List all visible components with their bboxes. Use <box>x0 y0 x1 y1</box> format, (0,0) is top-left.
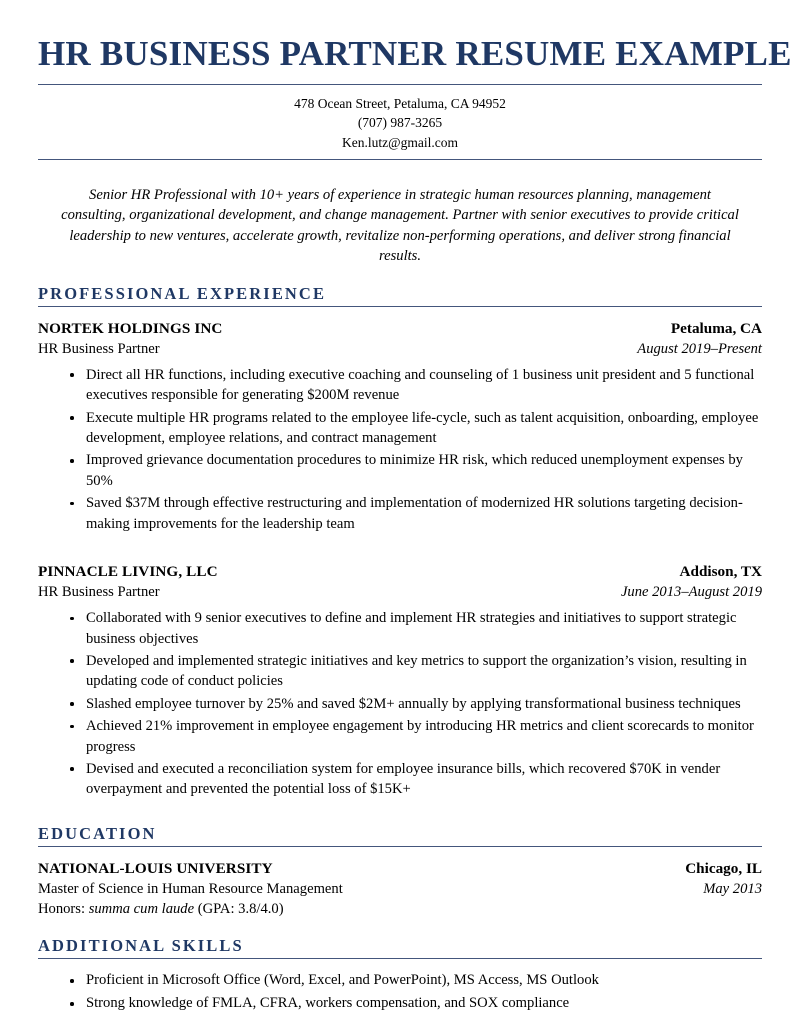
entry-spacer <box>38 536 762 550</box>
experience-entry-header <box>38 320 762 338</box>
skills-heading-wrap <box>38 936 762 959</box>
section-title-education: EDUCATION <box>38 823 157 843</box>
employer-location: Addison, TX <box>679 563 762 581</box>
honors-label: Honors: <box>38 900 86 917</box>
degree-name: Master of Science in Human Resource Management <box>38 880 343 897</box>
section-spacer <box>38 802 762 824</box>
school-name: NATIONAL-LOUIS UNIVERSITY <box>38 859 273 877</box>
list-item: Devised and executed a reconciliation system for employee insurance bills, which recovered $70K in vender overpayment and prevented the potential loss of $15K+ <box>38 759 762 800</box>
honors-gpa: (GPA: 3.8/4.0) <box>197 900 284 917</box>
section-education <box>38 824 762 919</box>
list-item: Saved $37M through effective restructuring and implementation of modernized HR solutions targeting decision-making improvements for the leadership team <box>38 493 762 534</box>
employer-name: PINNACLE LIVING, LLC <box>38 563 218 581</box>
professional-summary: Senior HR Professional with 10+ years of experience in strategic human resources planning, management consulting, organizational development, and change management. Partner with senior executives to provide critical leadership to new ventures, accelerate growth, revitalize non-performing operations, and deliver strong financial results. <box>61 186 739 265</box>
skills-divider <box>38 958 762 959</box>
graduation-date: May 2013 <box>703 880 762 897</box>
experience-entry-header <box>38 563 762 581</box>
honors-line <box>38 899 762 919</box>
contact-divider <box>38 159 762 160</box>
experience-bullet-list <box>38 608 762 800</box>
education-entry <box>38 860 762 919</box>
list-item: Improved grievance documentation procedures to minimize HR risk, which reduced unemployment expenses by 50% <box>38 450 762 491</box>
education-entry-header <box>38 860 762 878</box>
education-heading-wrap <box>38 824 762 847</box>
experience-entry <box>38 320 762 534</box>
honors-distinction: summa cum laude <box>88 900 195 917</box>
page-title: HR BUSINESS PARTNER RESUME EXAMPLE <box>38 34 792 73</box>
section-title-skills: ADDITIONAL SKILLS <box>38 936 244 956</box>
experience-bullet-list <box>38 365 762 534</box>
contact-block <box>38 85 762 160</box>
section-professional-experience <box>38 284 762 800</box>
education-entry-subheader <box>38 879 762 899</box>
section-additional-skills <box>38 936 762 1015</box>
skills-list <box>38 969 762 1015</box>
education-divider <box>38 846 762 847</box>
employment-dates: August 2019–Present <box>637 340 762 357</box>
experience-heading-wrap <box>38 284 762 307</box>
list-item: Developed and implemented strategic initiatives and key metrics to support the organization’s vision, resulting in updating code of conduct policies <box>38 651 762 692</box>
employer-name: NORTEK HOLDINGS INC <box>38 319 223 337</box>
list-item: Slashed employee turnover by 25% and saved $2M+ annually by applying transformational business techniques <box>38 694 762 714</box>
job-title: HR Business Partner <box>38 584 160 601</box>
contact-address: 478 Ocean Street, Petaluma, CA 94952 <box>294 95 506 111</box>
section-title-experience: PROFESSIONAL EXPERIENCE <box>38 283 327 303</box>
experience-entry <box>38 563 762 800</box>
contact-phone: (707) 987-3265 <box>357 115 443 131</box>
list-item: Strong knowledge of FMLA, CFRA, workers compensation, and SOX compliance <box>38 992 762 1015</box>
school-location: Chicago, IL <box>685 859 762 877</box>
experience-entry-subheader <box>38 339 762 359</box>
job-title: HR Business Partner <box>38 340 160 357</box>
employment-dates: June 2013–August 2019 <box>620 584 762 601</box>
list-item: Proficient in Microsoft Office (Word, Excel, and PowerPoint), MS Access, MS Outlook <box>38 969 762 992</box>
experience-divider <box>38 306 762 307</box>
experience-entry-subheader <box>38 582 762 602</box>
contact-email: Ken.lutz@gmail.com <box>342 134 458 150</box>
list-item: Execute multiple HR programs related to the employee life-cycle, such as talent acquisition, onboarding, employee development, employee relations, and contract management <box>38 408 762 449</box>
list-item: Collaborated with 9 senior executives to define and implement HR strategies and initiatives to support strategic business objectives <box>38 608 762 649</box>
employer-location: Petaluma, CA <box>670 319 762 337</box>
list-item: Achieved 21% improvement in employee engagement by introducing HR metrics and client scorecards to monitor progress <box>38 716 762 757</box>
list-item: Direct all HR functions, including executive coaching and counseling of 1 business unit president and 5 functional executives responsible for generating $200M revenue <box>38 365 762 406</box>
